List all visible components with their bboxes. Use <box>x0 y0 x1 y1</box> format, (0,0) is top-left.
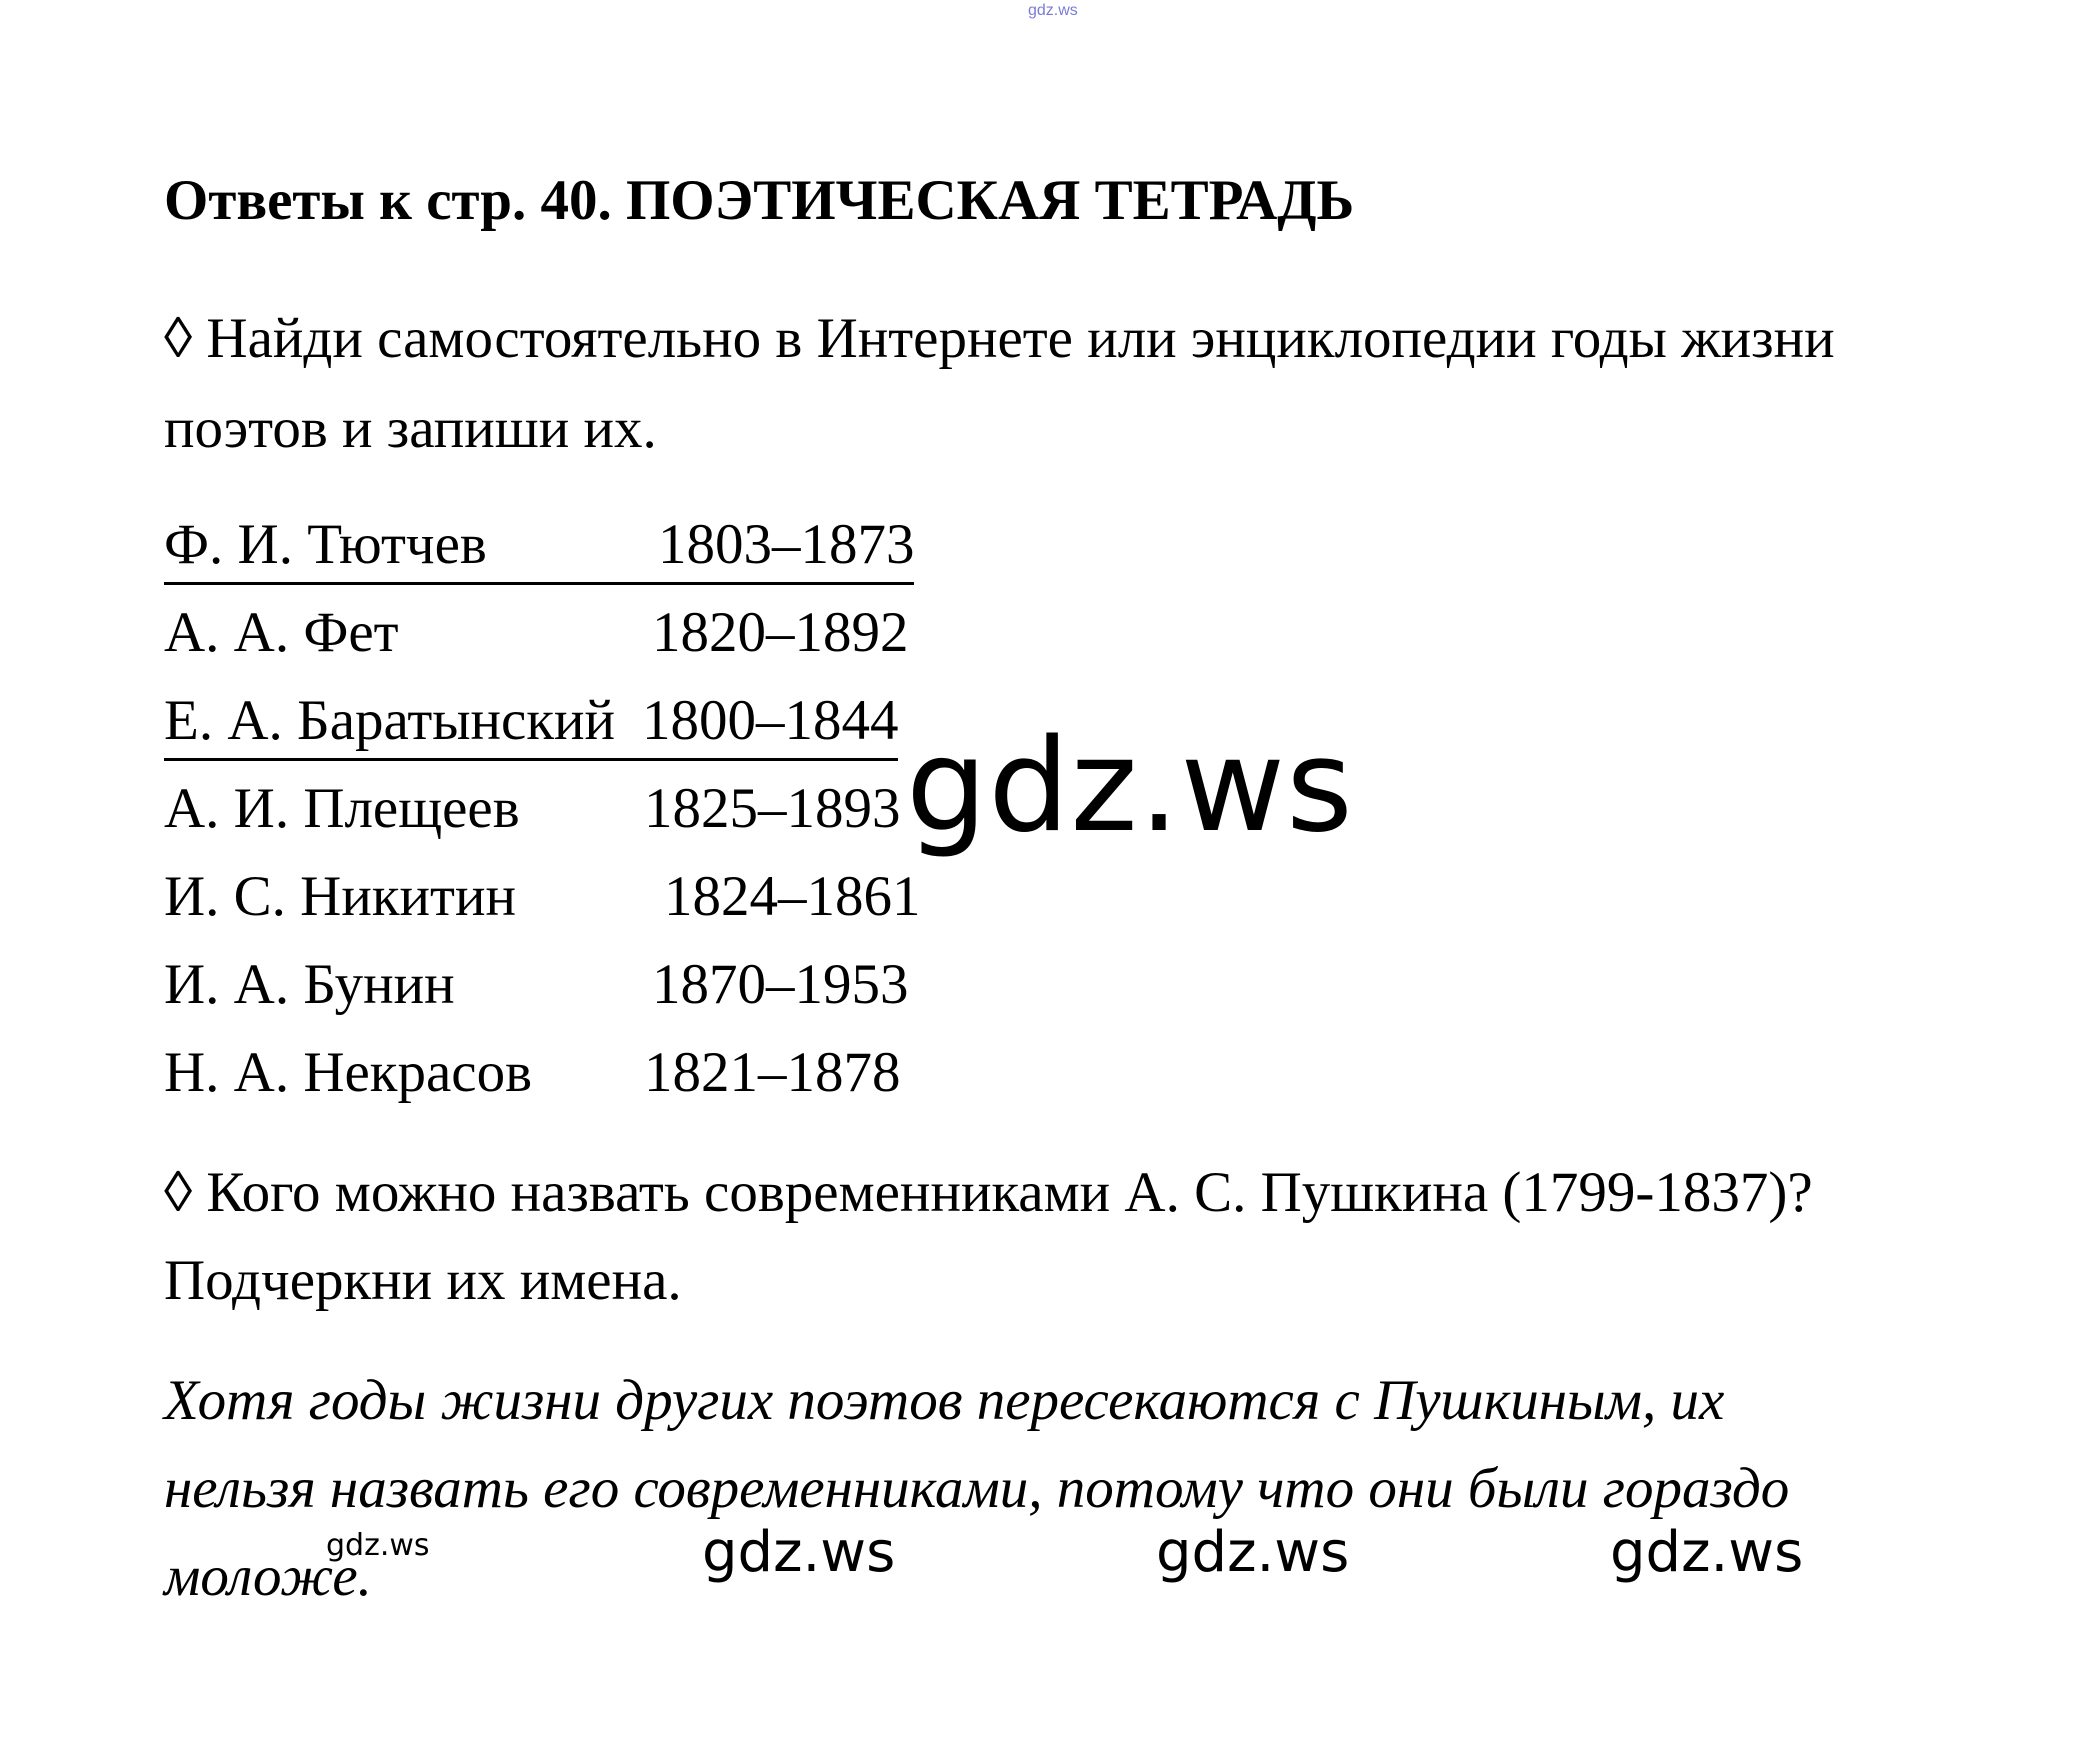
question-2-line-1: ◊ Кого можно назвать современниками А. С. Пушкина (1799-1837)? <box>164 1161 1813 1224</box>
question-1-line-1: ◊ Найди самостоятельно в Интернете или энциклопедии годы жизни <box>164 307 1835 370</box>
watermark-bottom-2: gdz.ws <box>1156 1520 1350 1585</box>
watermark-large: gdz.ws <box>906 712 1354 861</box>
poet-name: А. И. Плещеев <box>164 777 520 840</box>
poet-row-baratynsky <box>164 688 898 761</box>
answer-line-1: Хотя годы жизни других поэтов пересекаются с Пушкиным, их <box>164 1369 1725 1432</box>
poet-name: Н. А. Некрасов <box>164 1041 532 1104</box>
poet-years: 1870–1953 <box>652 953 909 1016</box>
poet-name: Ф. И. Тютчев <box>164 513 487 576</box>
poet-years: 1825–1893 <box>644 777 901 840</box>
poet-years: 1820–1892 <box>652 601 909 664</box>
poet-years: 1821–1878 <box>644 1041 901 1104</box>
answer-line-2: нельзя назвать его современниками, потому что они были гораздо <box>164 1457 1790 1520</box>
poet-years: 1803–1873 <box>658 513 915 576</box>
question-2-line-2: Подчеркни их имена. <box>164 1249 682 1312</box>
watermark-bottom-1: gdz.ws <box>702 1520 896 1585</box>
poet-row-tyutchev <box>164 512 914 585</box>
question-1-line-2: поэтов и запиши их. <box>164 397 657 460</box>
watermark-top: gdz.ws <box>1028 2 1078 19</box>
poet-name: А. А. Фет <box>164 601 399 664</box>
poet-years: 1824–1861 <box>664 865 921 928</box>
poet-name: Е. А. Баратынский <box>164 689 616 752</box>
poet-name: И. А. Бунин <box>164 953 455 1016</box>
poet-years: 1800–1844 <box>642 689 899 752</box>
poet-name: И. С. Никитин <box>164 865 516 928</box>
page-title: Ответы к стр. 40. ПОЭТИЧЕСКАЯ ТЕТРАДЬ <box>164 169 1355 232</box>
watermark-small: gdz.ws <box>326 1528 430 1563</box>
watermark-bottom-3: gdz.ws <box>1610 1520 1804 1585</box>
answer-line-3: моложе. <box>164 1545 372 1608</box>
